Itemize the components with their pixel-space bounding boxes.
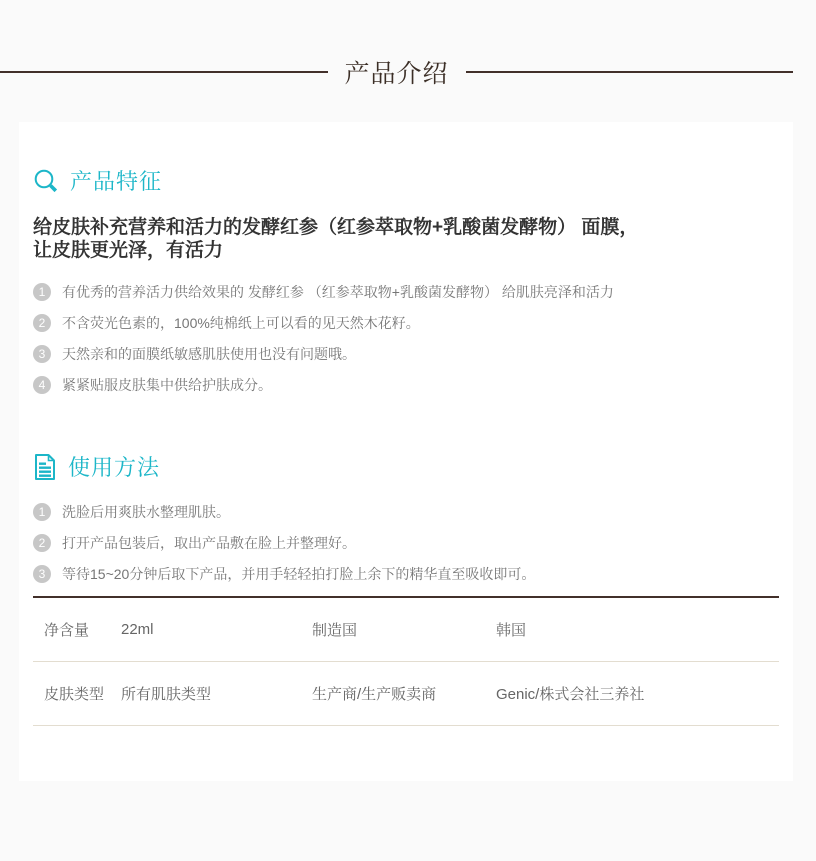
item-number-badge: 3	[33, 345, 51, 363]
usage-item-text: 洗脸后用爽肤水整理肌肤。	[62, 504, 230, 520]
spec-value: 22ml	[121, 621, 154, 638]
features-section-header	[33, 165, 779, 196]
title-divider-right	[466, 71, 794, 73]
feature-item-text: 紧紧贴服皮肤集中供给护肤成分。	[62, 377, 272, 393]
product-intro-card	[19, 122, 793, 781]
item-number-badge: 2	[33, 534, 51, 552]
product-intro-page	[0, 57, 816, 861]
title-divider-left	[0, 71, 328, 73]
product-heading	[33, 216, 779, 262]
item-number-badge: 1	[33, 503, 51, 521]
spec-row	[33, 662, 779, 726]
spec-label: 净含量	[44, 622, 90, 639]
page-title: 产品介绍	[344, 60, 449, 88]
feature-item	[33, 345, 779, 363]
usage-item	[33, 503, 779, 521]
feature-item	[33, 314, 779, 332]
usage-item	[33, 565, 779, 583]
spec-value: Genic/株式会社三养社	[496, 686, 645, 703]
spec-row	[33, 598, 779, 662]
feature-item-text: 有优秀的营养活力供给效果的 发酵红参 （红参萃取物+乳酸菌发酵物） 给肌肤亮泽和活力	[62, 284, 614, 300]
feature-item	[33, 283, 779, 301]
product-heading-line1: 给皮肤补充营养和活力的发酵红参（红参萃取物+乳酸菌发酵物） 面膜，	[33, 217, 639, 238]
usage-item-text: 等待15~20分钟后取下产品，并用手轻轻拍打脸上余下的精华直至吸收即可。	[62, 566, 536, 582]
usage-list	[33, 503, 779, 583]
spec-label: 生产商/生产贩卖商	[312, 686, 437, 703]
usage-section-header	[33, 451, 779, 482]
item-number-badge: 3	[33, 565, 51, 583]
item-number-badge: 4	[33, 376, 51, 394]
feature-item-text: 天然亲和的面膜纸敏感肌肤使用也没有问题哦。	[62, 346, 356, 362]
product-heading-line2: 让皮肤更光泽，有活力	[33, 240, 224, 261]
feature-item-text: 不含荧光色素的，100%纯棉纸上可以看的见天然木花籽。	[62, 315, 420, 331]
spec-label: 皮肤类型	[44, 686, 105, 703]
item-number-badge: 1	[33, 283, 51, 301]
feature-item	[33, 376, 779, 394]
spec-label: 制造国	[312, 622, 358, 639]
usage-item	[33, 534, 779, 552]
magnifier-icon	[33, 168, 59, 194]
usage-item-text: 打开产品包装后，取出产品敷在脸上并整理好。	[62, 535, 356, 551]
item-number-badge: 2	[33, 314, 51, 332]
spec-value: 韩国	[496, 622, 527, 639]
features-list	[33, 283, 779, 394]
page-title-row	[0, 57, 793, 87]
spec-value: 所有肌肤类型	[121, 686, 212, 703]
document-icon	[33, 453, 57, 481]
features-section-title: 产品特征	[70, 169, 163, 194]
usage-section-title: 使用方法	[68, 455, 161, 480]
spec-table	[33, 596, 779, 726]
